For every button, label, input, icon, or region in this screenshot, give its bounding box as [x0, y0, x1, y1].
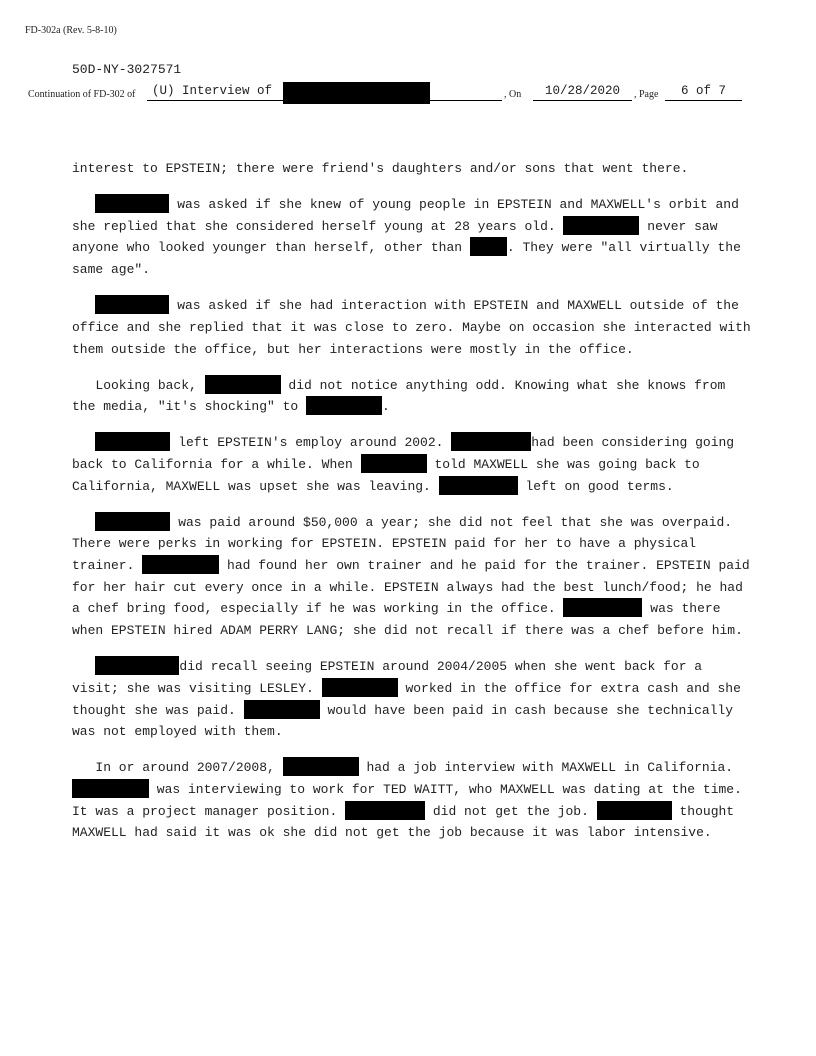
page-label: , Page [634, 89, 659, 100]
form-id: FD-302a (Rev. 5-8-10) [25, 25, 117, 36]
paragraph-text: would have been paid in cash because she technically was not employed with them. [72, 702, 734, 740]
paragraph-8 [72, 757, 752, 844]
paragraph-text: was paid around $50,000 a year; she did not feel that she was overpaid. There were perks in working for EPSTEIN. EPSTEIN paid for her to have a physical trainer. [72, 514, 733, 574]
paragraph-text: did recall seeing EPSTEIN around 2004/2005 when she went back for a visit; she was visiting LESLEY. [72, 659, 703, 696]
on-label: , On [504, 89, 522, 100]
redaction-block [283, 757, 359, 776]
redaction-block [95, 512, 170, 531]
paragraph-text: worked in the office for extra cash and she thought she was paid. [72, 680, 741, 718]
redaction-block [205, 375, 281, 394]
paragraph-text: did not notice anything odd. Knowing what she knows from the media, "it's shocking" to [72, 377, 726, 415]
redaction-block [451, 432, 531, 451]
redaction-block [439, 476, 518, 495]
interview-body [72, 158, 752, 858]
redaction-block [597, 801, 672, 820]
redaction-block [283, 82, 430, 104]
paragraph-text: . [382, 399, 390, 415]
paragraph-text: had a job interview with MAXWELL in California. [358, 760, 734, 776]
paragraph-5 [72, 432, 752, 497]
redaction-block [95, 656, 179, 675]
paragraph-4 [72, 375, 752, 418]
paragraph-text: interest to EPSTEIN; there were friend's daughters and/or sons that went there. [72, 161, 689, 176]
paragraph-text: did not get the job. [425, 803, 597, 819]
redaction-block [95, 194, 169, 213]
paragraph-6 [72, 512, 752, 642]
date-field: 10/28/2020 [533, 82, 632, 101]
file-number: 50D-NY-3027571 [72, 62, 182, 77]
redaction-block [306, 396, 382, 415]
redaction-block [95, 295, 169, 314]
redaction-block [244, 700, 320, 719]
redaction-block [361, 454, 427, 473]
paragraph-1 [72, 158, 752, 180]
paragraph-text: left on good terms. [517, 478, 674, 494]
redaction-block [470, 237, 507, 256]
redaction-block [322, 678, 398, 697]
paragraph-text: . They were "all virtually the same age". [72, 240, 741, 278]
paragraph-7 [72, 656, 752, 743]
paragraph-text: was there when EPSTEIN hired ADAM PERRY LANG; she did not recall if there was a chef before him. [72, 601, 743, 639]
paragraph-text: left EPSTEIN's employ around 2002. [170, 435, 452, 451]
redaction-block [345, 801, 425, 820]
page-number-field: 6 of 7 [665, 82, 742, 101]
paragraph-text: thought MAXWELL had said it was ok she did not get the job because it was labor intensive. [72, 803, 735, 841]
subject-text: (U) Interview of [152, 84, 273, 98]
paragraph-text: Looking back, [95, 377, 205, 393]
redaction-block [95, 432, 170, 451]
paragraph-text: had found her own trainer and he paid for the trainer. EPSTEIN paid for her hair cut every once in a while. EPSTEIN always had the best lunch/food; he had a chef bring food, especially if he was working in the office. [72, 558, 750, 617]
paragraph-text: was asked if she knew of young people in EPSTEIN and MAXWELL's orbit and she replied that she considered herself young at 28 years old. [72, 197, 739, 234]
continuation-label: Continuation of FD-302 of [28, 89, 136, 100]
redaction-block [563, 216, 639, 235]
paragraph-text: told MAXWELL she was going back to California, MAXWELL was upset she was leaving. [72, 456, 700, 494]
paragraph-3 [72, 295, 752, 360]
redaction-block [72, 779, 149, 798]
redaction-block [563, 598, 642, 617]
paragraph-text: was asked if she had interaction with EPSTEIN and MAXWELL outside of the office and she replied that it was close to zero. Maybe on occasion she interacted with them outside the office, but her interactions were mostly in the office. [72, 298, 751, 357]
paragraph-2 [72, 194, 752, 281]
paragraph-text: was interviewing to work for TED WAITT, who MAXWELL was dating at the time. It was a project manager position. [72, 781, 742, 819]
redaction-block [142, 555, 219, 574]
paragraph-text: In or around 2007/2008, [95, 760, 283, 776]
continuation-line [0, 82, 816, 104]
paragraph-text: had been considering going back to California for a while. When [72, 435, 735, 472]
paragraph-text: never saw anyone who looked younger than herself, other than [72, 218, 718, 256]
